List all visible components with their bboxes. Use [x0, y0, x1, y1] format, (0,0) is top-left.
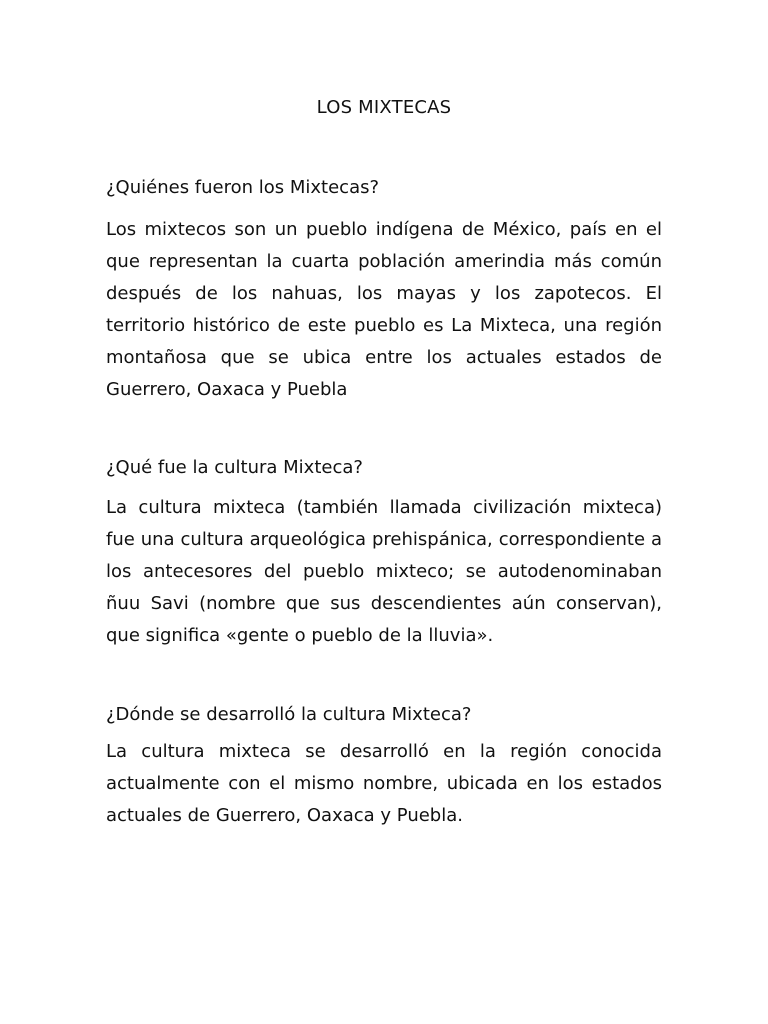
- question-heading: ¿Dónde se desarrolló la cultura Mixteca?: [106, 704, 472, 725]
- answer-paragraph: La cultura mixteca (también llamada civilización mixteca) fue una cultura arqueológica prehispánica, correspondiente a los antecesores del pueblo mixteco; se autodenominaban ñuu Savi (nombre que sus descendientes aún conservan), que significa «gente o pueblo de la lluvia».: [106, 497, 662, 646]
- answer-paragraph: La cultura mixteca se desarrolló en la región conocida actualmente con el mismo nombre, ubicada en los estados actuales de Guerrero, Oaxaca y Puebla.: [106, 741, 662, 826]
- question-heading: ¿Quiénes fueron los Mixtecas?: [106, 177, 380, 198]
- answer-paragraph: Los mixtecos son un pueblo indígena de México, país en el que representan la cuarta población amerindia más común después de los nahuas, los mayas y los zapotecos. El territorio histórico de este pueblo es La Mixteca, una región montañosa que se ubica entre los actuales estados de Guerrero, Oaxaca y Puebla: [106, 219, 662, 400]
- document-title: LOS MIXTECAS: [316, 97, 452, 118]
- question-heading: ¿Qué fue la cultura Mixteca?: [106, 457, 363, 478]
